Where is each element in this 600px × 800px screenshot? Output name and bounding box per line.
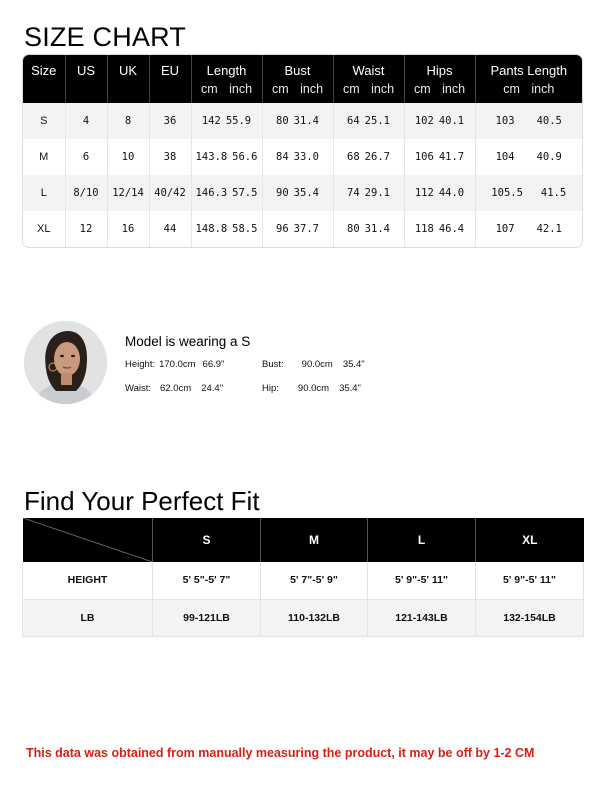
header-waist-units: cm inch — [342, 82, 395, 96]
fit-table — [22, 518, 583, 637]
table-row: M 6 10 38 143.8 56.6 84 33.0 68 26.7 106 41.7 104 40.9 — [23, 139, 582, 175]
model-avatar — [24, 321, 107, 404]
fit-row-label: LB — [23, 599, 153, 636]
fit-corner-cell — [23, 518, 153, 562]
header-length-units: cm inch — [200, 82, 253, 96]
model-portrait-icon — [24, 321, 107, 404]
model-height: Height: 170.0cm 66.9" — [125, 359, 225, 370]
fit-header-row — [23, 518, 584, 562]
table-row: HEIGHT 5' 5"-5' 7" 5' 7"-5' 9" 5' 9"-5' 11" 5' 9"-5' 11" — [23, 562, 584, 599]
header-pants-length: Pants Length cm inch — [475, 55, 582, 103]
size-chart-header-row — [23, 55, 582, 103]
model-bust: Bust: 90.0cm 35.4" — [262, 359, 365, 370]
table-row: LB 99-121LB 110-132LB 121-143LB 132-154LB — [23, 599, 584, 636]
header-bust-units: cm inch — [271, 82, 324, 96]
header-uk: UK — [107, 55, 149, 103]
fit-row-label: HEIGHT — [23, 562, 153, 599]
table-row: L 8/10 12/14 40/42 146.3 57.5 90 35.4 74 29.1 112 44.0 105.5 41.5 — [23, 175, 582, 211]
size-chart-table — [22, 54, 583, 248]
header-waist: Waist cm inch — [333, 55, 404, 103]
header-eu: EU — [149, 55, 191, 103]
size-chart-title: SIZE CHART — [24, 22, 187, 52]
header-us: US — [65, 55, 107, 103]
measurement-disclaimer: This data was obtained from manually measuring the product, it may be off by 1-2 CM — [26, 746, 535, 760]
fit-header-xl: XL — [476, 518, 584, 562]
model-waist: Waist: 62.0cm 24.4" — [125, 383, 224, 394]
table-row: S 4 8 36 142 55.9 80 31.4 64 25.1 102 40.1 103 40.5 — [23, 103, 582, 139]
header-length: Length cm inch — [191, 55, 262, 103]
fit-header-l: L — [368, 518, 476, 562]
fit-title: Find Your Perfect Fit — [24, 486, 260, 516]
header-size: Size — [23, 55, 65, 103]
model-hip: Hip: 90.0cm 35.4" — [262, 383, 361, 394]
diagonal-divider-icon — [23, 518, 153, 562]
header-hips-units: cm inch — [413, 82, 466, 96]
header-hips: Hips cm inch — [404, 55, 475, 103]
fit-header-m: M — [261, 518, 368, 562]
table-row: XL 12 16 44 148.8 58.5 96 37.7 80 31.4 118 46.4 107 42.1 — [23, 211, 582, 247]
fit-header-s: S — [153, 518, 261, 562]
header-pants-units: cm inch — [503, 82, 555, 96]
header-bust: Bust cm inch — [262, 55, 333, 103]
model-size-title: Model is wearing a S — [125, 334, 251, 349]
